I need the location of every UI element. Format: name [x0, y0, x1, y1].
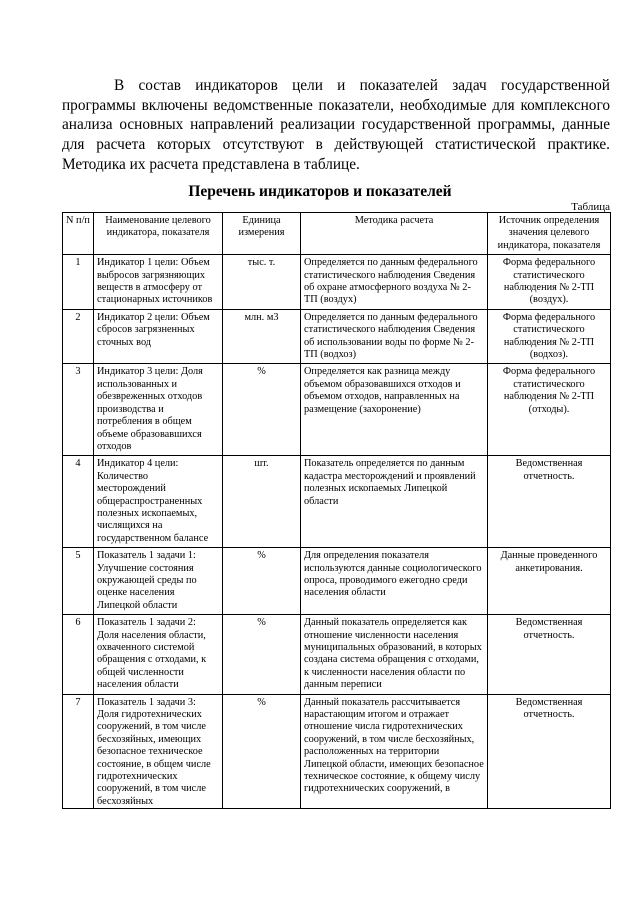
- row-unit: шт.: [223, 456, 301, 548]
- row-num: 1: [63, 255, 94, 310]
- row-name: Показатель 1 задачи 2: Доля населения области, охваченного системой обращения с отходами, к общей численности населения области: [94, 615, 223, 694]
- row-method: Определяется по данным федерального статистического наблюдения Сведения об использовании воды по форме № 2-ТП (водхоз): [301, 309, 488, 364]
- row-source: Форма федерального статистического наблюдения № 2-ТП (отходы).: [488, 364, 611, 456]
- row-num: 2: [63, 309, 94, 364]
- table-title: Перечень индикаторов и показателей: [188, 183, 452, 200]
- intro-paragraph: В состав индикаторов цели и показателей задач государственной программы включены ведомственные показатели, необходимые для комплексного анализа основных направлений реализации государственной программы, данные для расчета которых отсутствуют в действующей статистической практике. Методика их расчета представлена в таблице.: [62, 77, 610, 173]
- row-num: 4: [63, 456, 94, 548]
- table-row: [63, 255, 611, 310]
- row-unit: млн. м3: [223, 309, 301, 364]
- table-row: [63, 309, 611, 364]
- header-num: N п/п: [63, 213, 94, 255]
- header-unit: Единица измерения: [223, 213, 301, 255]
- row-name: Индикатор 3 цели: Доля использованных и обезвреженных отходов производства и потребления в общем объеме образовавшихся отходов: [94, 364, 223, 456]
- header-source: Источник определения значения целевого индикатора, показателя: [488, 213, 611, 255]
- row-unit: %: [223, 364, 301, 456]
- row-name: Показатель 1 задачи 3: Доля гидротехнических сооружений, в том числе бесхозяйных, имеющих безопасное техническое состояние, в общем числе гидротехнических сооружений, в том числе бесхозяйных: [97, 696, 211, 807]
- row-source: Ведомственная отчетность.: [488, 456, 611, 548]
- row-source: Ведомственная отчетность.: [488, 615, 611, 694]
- row-num: 3: [63, 364, 94, 456]
- table-header-row: [63, 213, 611, 255]
- row-source: Ведомственная отчетность.: [488, 694, 611, 808]
- table-row: [63, 364, 611, 456]
- row-method: Данный показатель рассчитывается нарастающим итогом и отражает отношение числа гидротехнических сооружений, в том числе бесхозяйных, расположенных на территории Липецкой области, имеющих безопасное техническое состояние, к общему числу гидротехнических сооружений, в: [304, 696, 484, 795]
- row-num: 6: [63, 615, 94, 694]
- row-name: Показатель 1 задачи 1: Улучшение состояния окружающей среды по оценке населения Липецкой области: [94, 548, 223, 615]
- row-source: Форма федерального статистического наблюдения № 2-ТП (водхоз).: [488, 309, 611, 364]
- row-unit: %: [223, 548, 301, 615]
- row-source: Форма федерального статистического наблюдения № 2-ТП (воздух).: [488, 255, 611, 310]
- row-unit: %: [223, 694, 301, 808]
- row-method: Данный показатель определяется как отношение численности населения муниципальных образований, в которых создана система обращения с отходами, к численности населения области по данным переписи: [301, 615, 488, 694]
- row-name: Индикатор 4 цели: Количество месторождений общераспространенных полезных ископаемых, числящихся на государственном балансе: [94, 456, 223, 548]
- row-name-cell: [94, 694, 223, 808]
- table-row: [63, 615, 611, 694]
- header-method: Методика расчета: [301, 213, 488, 255]
- table-label: Таблица: [571, 201, 610, 213]
- row-method: Показатель определяется по данным кадастра месторождений и проявлений полезных ископаемых Липецкой области: [301, 456, 488, 548]
- table-row: [63, 694, 611, 808]
- row-num: 5: [63, 548, 94, 615]
- header-name: Наименование целевого индикатора, показателя: [94, 213, 223, 255]
- row-unit: тыс. т.: [223, 255, 301, 310]
- table-row: [63, 456, 611, 548]
- row-source: Данные проведенного анкетирования.: [488, 548, 611, 615]
- table-row: [63, 548, 611, 615]
- row-method-cell: [301, 694, 488, 808]
- row-method: Для определения показателя используются данные социологического опроса, проводимого ежегодно среди населения области: [301, 548, 488, 615]
- row-name: Индикатор 1 цели: Объем выбросов загрязняющих веществ в атмосферу от стационарных источников: [94, 255, 223, 310]
- row-num: 7: [63, 694, 94, 808]
- row-method: Определяется по данным федерального статистического наблюдения Сведения об охране атмосферного воздуха № 2-ТП (воздух): [301, 255, 488, 310]
- indicators-table: [62, 212, 611, 809]
- row-method: Определяется как разница между объемом образовавшихся отходов и объемом отходов, направленных на размещение (захоронение): [301, 364, 488, 456]
- row-unit: %: [223, 615, 301, 694]
- row-name: Индикатор 2 цели: Объем сбросов загрязненных сточных вод: [94, 309, 223, 364]
